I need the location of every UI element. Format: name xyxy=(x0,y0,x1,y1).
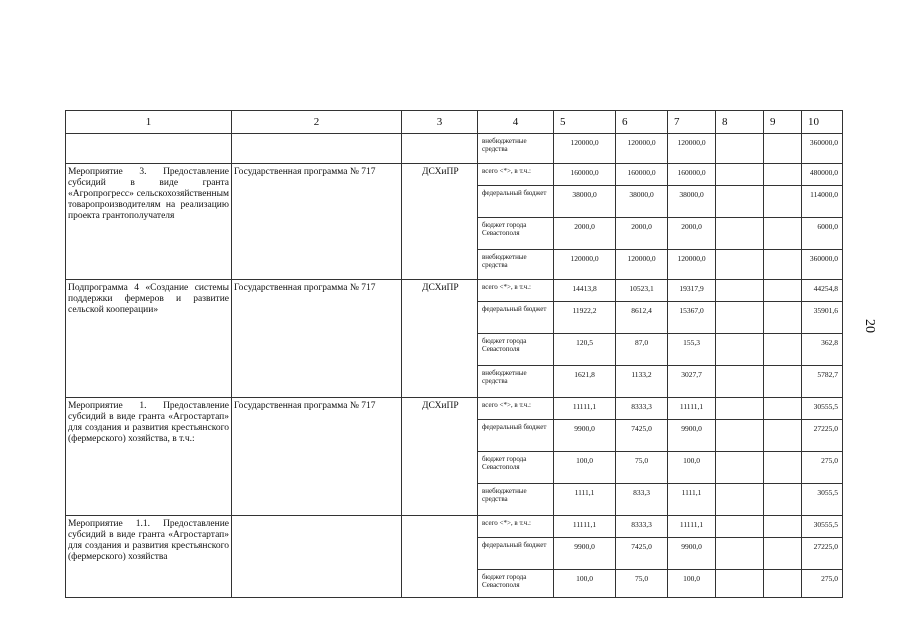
value-cell xyxy=(764,366,802,398)
funding-source: бюджет города Севастополя xyxy=(478,334,554,366)
header-cell: 3 xyxy=(402,111,478,134)
header-row xyxy=(66,111,843,134)
funding-source: федеральный бюджет xyxy=(478,302,554,334)
funding-source: всего <*>, в т.ч.: xyxy=(478,280,554,302)
total-cell: 35901,6 xyxy=(802,302,843,334)
total-cell: 114000,0 xyxy=(802,186,843,218)
value-cell xyxy=(764,134,802,164)
value-cell: 87,0 xyxy=(616,334,668,366)
value-cell: 14413,8 xyxy=(554,280,616,302)
value-cell: 3027,7 xyxy=(668,366,716,398)
value-cell: 15367,0 xyxy=(668,302,716,334)
table-row xyxy=(66,134,843,164)
value-cell xyxy=(716,134,764,164)
header-cell: 6 xyxy=(616,111,668,134)
value-cell: 120000,0 xyxy=(668,134,716,164)
value-cell: 100,0 xyxy=(668,452,716,484)
funding-source: бюджет города Севастополя xyxy=(478,218,554,250)
value-cell: 38000,0 xyxy=(616,186,668,218)
value-cell xyxy=(764,516,802,538)
executor-cell xyxy=(402,516,478,598)
value-cell: 8333,3 xyxy=(616,398,668,420)
value-cell xyxy=(764,484,802,516)
funding-source: федеральный бюджет xyxy=(478,186,554,218)
value-cell: 120,5 xyxy=(554,334,616,366)
value-cell: 11111,1 xyxy=(668,398,716,420)
value-cell: 7425,0 xyxy=(616,538,668,570)
header-cell: 9 xyxy=(764,111,802,134)
value-cell: 9900,0 xyxy=(554,420,616,452)
program-name: Государственная программа № 717 xyxy=(232,164,402,280)
measure-description: Мероприятие 1. Предоставление субсидий в виде гранта «Агростартап» для создания и развития крестьянского (фермерского) хозяйства, в т.ч.: xyxy=(66,398,232,516)
header-cell: 5 xyxy=(554,111,616,134)
funding-source: внебюджетные средства xyxy=(478,366,554,398)
value-cell xyxy=(716,570,764,598)
value-cell: 155,3 xyxy=(668,334,716,366)
value-cell: 9900,0 xyxy=(668,420,716,452)
funding-source: внебюджетные средства xyxy=(478,484,554,516)
funding-source: бюджет города Севастополя xyxy=(478,452,554,484)
total-cell: 6000,0 xyxy=(802,218,843,250)
funding-source: всего <*>, в т.ч.: xyxy=(478,164,554,186)
total-cell: 275,0 xyxy=(802,570,843,598)
header-cell: 1 xyxy=(66,111,232,134)
total-cell: 360000,0 xyxy=(802,250,843,280)
funding-source: бюджет города Севастополя xyxy=(478,570,554,598)
value-cell: 8333,3 xyxy=(616,516,668,538)
measure-description: Мероприятие 3. Предоставление субсидий в виде гранта «Агропрогресс» сельскохозяйственным товаропроизводителям на реализацию проекта грантополучателя xyxy=(66,164,232,280)
header-cell: 8 xyxy=(716,111,764,134)
value-cell xyxy=(716,538,764,570)
total-cell: 5782,7 xyxy=(802,366,843,398)
value-cell: 100,0 xyxy=(668,570,716,598)
value-cell xyxy=(716,366,764,398)
value-cell xyxy=(716,302,764,334)
total-cell: 30555,5 xyxy=(802,516,843,538)
value-cell: 2000,0 xyxy=(616,218,668,250)
value-cell xyxy=(716,280,764,302)
value-cell: 1133,2 xyxy=(616,366,668,398)
program-name: Государственная программа № 717 xyxy=(232,280,402,398)
value-cell xyxy=(764,218,802,250)
header-cell: 4 xyxy=(478,111,554,134)
value-cell: 11922,2 xyxy=(554,302,616,334)
total-cell: 480000,0 xyxy=(802,164,843,186)
total-cell: 275,0 xyxy=(802,452,843,484)
table-row xyxy=(66,516,843,538)
total-cell: 27225,0 xyxy=(802,420,843,452)
page-number: 20 xyxy=(862,319,877,333)
value-cell: 38000,0 xyxy=(668,186,716,218)
funding-source: федеральный бюджет xyxy=(478,538,554,570)
value-cell: 38000,0 xyxy=(554,186,616,218)
header-cell: 7 xyxy=(668,111,716,134)
total-cell: 362,8 xyxy=(802,334,843,366)
value-cell xyxy=(716,484,764,516)
total-cell: 27225,0 xyxy=(802,538,843,570)
executor-cell xyxy=(402,134,478,164)
value-cell: 120000,0 xyxy=(554,134,616,164)
funding-source: внебюджетные средства xyxy=(478,134,554,164)
value-cell xyxy=(764,420,802,452)
table-row xyxy=(66,280,843,302)
value-cell: 75,0 xyxy=(616,452,668,484)
value-cell xyxy=(716,164,764,186)
table-row xyxy=(66,398,843,420)
subprogram-description: Подпрограмма 4 «Создание системы поддержки фермеров и развитие сельской кооперации» xyxy=(66,280,232,398)
value-cell: 7425,0 xyxy=(616,420,668,452)
funding-source: внебюджетные средства xyxy=(478,250,554,280)
value-cell xyxy=(716,250,764,280)
value-cell xyxy=(764,398,802,420)
header-cell: 10 xyxy=(802,111,843,134)
header-cell: 2 xyxy=(232,111,402,134)
value-cell xyxy=(764,570,802,598)
funding-source: всего <*>, в т.ч.: xyxy=(478,398,554,420)
value-cell: 160000,0 xyxy=(668,164,716,186)
funding-source: федеральный бюджет xyxy=(478,420,554,452)
value-cell: 100,0 xyxy=(554,570,616,598)
value-cell: 100,0 xyxy=(554,452,616,484)
executor-name: ДСХиПР xyxy=(402,398,478,516)
total-cell: 3055,5 xyxy=(802,484,843,516)
executor-name: ДСХиПР xyxy=(402,164,478,280)
value-cell: 9900,0 xyxy=(554,538,616,570)
value-cell xyxy=(716,218,764,250)
value-cell: 120000,0 xyxy=(616,250,668,280)
funding-source: всего <*>, в т.ч.: xyxy=(478,516,554,538)
value-cell: 11111,1 xyxy=(554,398,616,420)
program-cell xyxy=(232,516,402,598)
value-cell xyxy=(764,302,802,334)
value-cell xyxy=(764,164,802,186)
budget-table xyxy=(65,110,843,598)
value-cell: 160000,0 xyxy=(554,164,616,186)
value-cell: 10523,1 xyxy=(616,280,668,302)
total-cell: 360000,0 xyxy=(802,134,843,164)
value-cell: 75,0 xyxy=(616,570,668,598)
value-cell: 120000,0 xyxy=(554,250,616,280)
value-cell: 120000,0 xyxy=(616,134,668,164)
total-cell: 44254,8 xyxy=(802,280,843,302)
program-name: Государственная программа № 717 xyxy=(232,398,402,516)
value-cell xyxy=(764,186,802,218)
value-cell: 1111,1 xyxy=(668,484,716,516)
value-cell: 2000,0 xyxy=(668,218,716,250)
value-cell xyxy=(716,334,764,366)
value-cell: 120000,0 xyxy=(668,250,716,280)
value-cell: 9900,0 xyxy=(668,538,716,570)
value-cell xyxy=(716,516,764,538)
value-cell xyxy=(764,250,802,280)
value-cell: 2000,0 xyxy=(554,218,616,250)
value-cell: 1621,8 xyxy=(554,366,616,398)
value-cell: 19317,9 xyxy=(668,280,716,302)
value-cell xyxy=(716,186,764,218)
measure-description: Мероприятие 1.1. Предоставление субсидий в виде гранта «Агростартап» для создания и развития крестьянского (фермерского) хозяйства xyxy=(66,516,232,598)
program-cell xyxy=(232,134,402,164)
total-cell: 30555,5 xyxy=(802,398,843,420)
value-cell xyxy=(764,280,802,302)
description-cell xyxy=(66,134,232,164)
value-cell: 11111,1 xyxy=(554,516,616,538)
value-cell: 8612,4 xyxy=(616,302,668,334)
value-cell xyxy=(716,452,764,484)
value-cell: 11111,1 xyxy=(668,516,716,538)
value-cell xyxy=(716,398,764,420)
value-cell: 1111,1 xyxy=(554,484,616,516)
executor-name: ДСХиПР xyxy=(402,280,478,398)
value-cell xyxy=(764,334,802,366)
table-row xyxy=(66,164,843,186)
value-cell xyxy=(716,420,764,452)
value-cell: 833,3 xyxy=(616,484,668,516)
value-cell: 160000,0 xyxy=(616,164,668,186)
value-cell xyxy=(764,538,802,570)
value-cell xyxy=(764,452,802,484)
